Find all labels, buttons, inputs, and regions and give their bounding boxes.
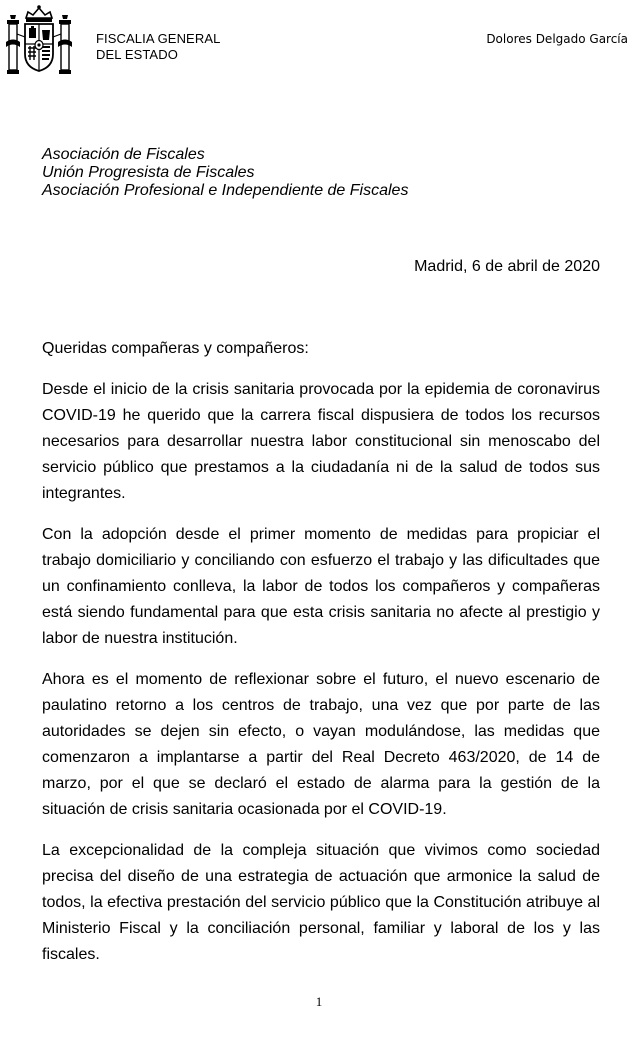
body-paragraph: Con la adopción desde el primer momento de medidas para propiciar el trabajo domiciliario y conciliando con esfuerzo el trabajo y las dificultades que un confinamiento conlleva, la labor de todos los compañeros y compañeras está siendo fundamental para que esta crisis sanitaria no afecte al prestigio y labor de nuestra institución. bbox=[42, 526, 600, 647]
recipient-line: Unión Progresista de Fiscales bbox=[42, 164, 255, 181]
body-paragraph: La excepcionalidad de la compleja situación que vivimos como sociedad precisa del diseño de una estrategia de actuación que armonice la salud de todos, la efectiva prestación del servicio público que la Constitución atribuye al Ministerio Fiscal y la conciliación personal, familiar y laboral de los y las fiscales. bbox=[42, 842, 600, 963]
recipient-line: Asociación Profesional e Independiente de Fiscales bbox=[42, 182, 409, 199]
recipients-block bbox=[42, 146, 408, 200]
organization-line-2: DEL ESTADO bbox=[96, 47, 178, 62]
signer-name: Dolores Delgado García bbox=[486, 32, 628, 46]
spanish-coat-of-arms-icon bbox=[4, 4, 74, 80]
organization-name bbox=[96, 31, 220, 63]
body-paragraph: Ahora es el momento de reflexionar sobre el futuro, el nuevo escenario de paulatino retorno a los centros de trabajo, una vez que por parte de las autoridades se dejen sin efecto, o vayan modulándose, las medidas que comenzaron a implantarse a partir del Real Decreto 463/2020, de 14 de marzo, por el que se declaró el estado de alarma para la gestión de la situación de crisis sanitaria ocasionada por el COVID-19. bbox=[42, 671, 600, 818]
page-number: 1 bbox=[315, 994, 323, 1009]
salutation: Queridas compañeras y compañeros: bbox=[42, 340, 309, 357]
letter-date: Madrid, 6 de abril de 2020 bbox=[414, 258, 600, 275]
organization-line-1: FISCALIA GENERAL bbox=[96, 31, 221, 46]
body-paragraph: Desde el inicio de la crisis sanitaria provocada por la epidemia de coronavirus COVID-19 he querido que la carrera fiscal dispusiera de todos los recursos necesarios para desarrollar nuestra labor constitucional sin menoscabo del servicio público que prestamos a la ciudadanía ni de la salud de todos sus integrantes. bbox=[42, 381, 600, 502]
letter-body bbox=[42, 336, 600, 983]
recipient-line: Asociación de Fiscales bbox=[42, 146, 205, 163]
